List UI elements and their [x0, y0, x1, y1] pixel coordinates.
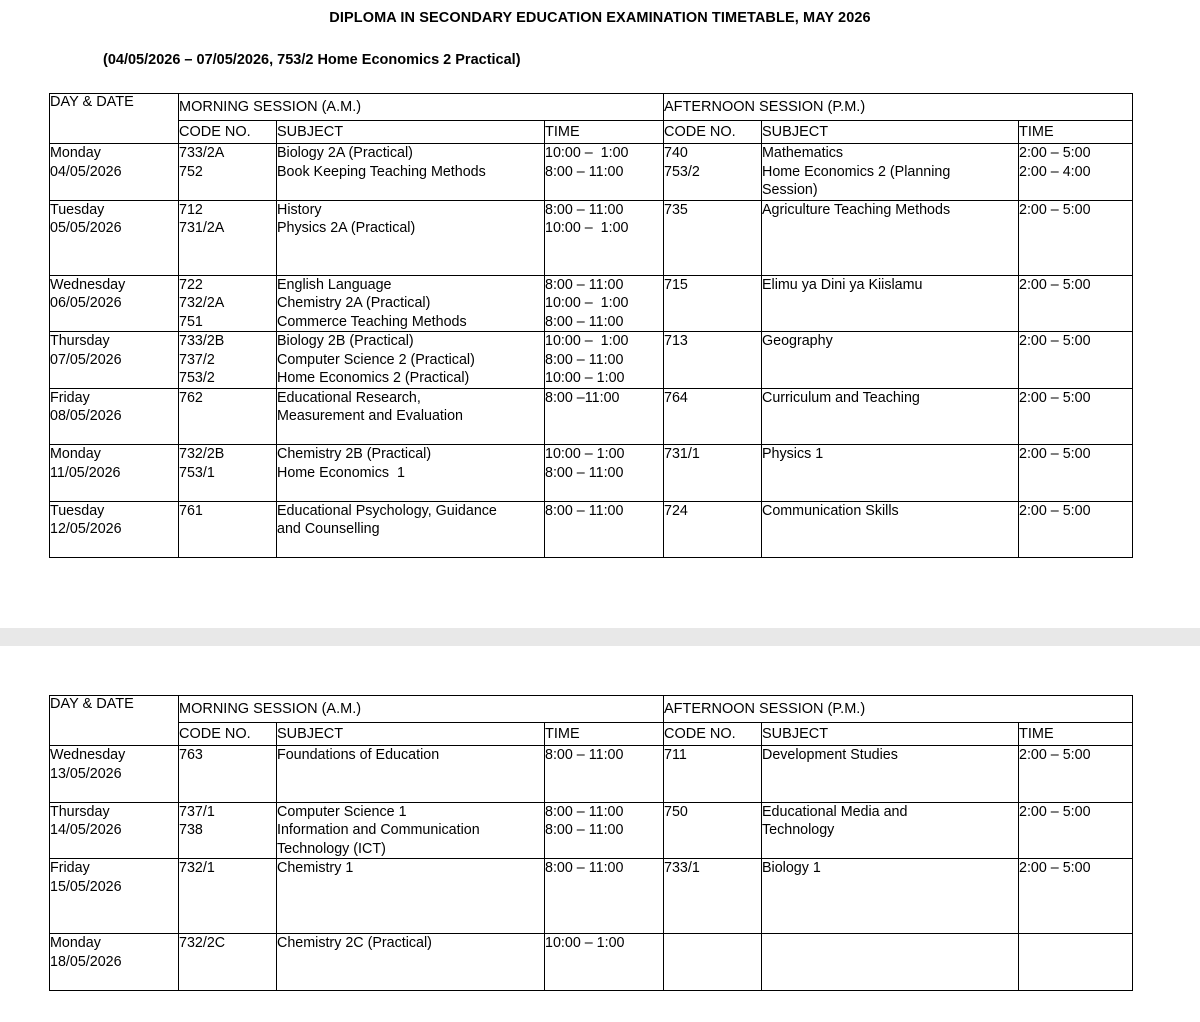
table-row	[50, 859, 1133, 934]
header-morning-subject: SUBJECT	[277, 723, 545, 746]
header-morning-time: TIME	[545, 723, 664, 746]
table-row	[50, 934, 1133, 991]
table-row	[50, 275, 1133, 332]
cell-afternoon-time: 2:00 – 5:00	[1019, 200, 1133, 275]
header-morning-session: MORNING SESSION (A.M.)	[179, 696, 664, 723]
table-row	[50, 445, 1133, 502]
cell-morning-code: 722 732/2A 751	[179, 275, 277, 332]
cell-morning-code: 712 731/2A	[179, 200, 277, 275]
cell-morning-code: 732/2C	[179, 934, 277, 991]
cell-afternoon-time	[1019, 934, 1133, 991]
cell-day-date: Monday 04/05/2026	[50, 144, 179, 201]
header-afternoon-code-no: CODE NO.	[664, 121, 762, 144]
header-row-columns	[50, 121, 1133, 144]
header-afternoon-session: AFTERNOON SESSION (P.M.)	[664, 94, 1133, 121]
header-afternoon-session: AFTERNOON SESSION (P.M.)	[664, 696, 1133, 723]
cell-day-date: Monday 18/05/2026	[50, 934, 179, 991]
cell-afternoon-code: 713	[664, 332, 762, 389]
cell-morning-code: 732/1	[179, 859, 277, 934]
cell-morning-subject: Foundations of Education	[277, 746, 545, 803]
table-body-part-1	[50, 144, 1133, 558]
cell-afternoon-code: 715	[664, 275, 762, 332]
table-row	[50, 388, 1133, 445]
cell-afternoon-code: 750	[664, 802, 762, 859]
header-row-columns	[50, 723, 1133, 746]
cell-morning-time: 10:00 – 1:00 8:00 – 11:00	[545, 445, 664, 502]
cell-afternoon-code: 735	[664, 200, 762, 275]
cell-morning-time: 8:00 – 11:00	[545, 859, 664, 934]
cell-morning-time: 10:00 – 1:00 8:00 – 11:00	[545, 144, 664, 201]
cell-afternoon-time: 2:00 – 5:00	[1019, 445, 1133, 502]
cell-morning-time: 10:00 – 1:00 8:00 – 11:00 10:00 – 1:00	[545, 332, 664, 389]
cell-morning-subject: Biology 2A (Practical) Book Keeping Teaching Methods	[277, 144, 545, 201]
table-row	[50, 144, 1133, 201]
cell-afternoon-code	[664, 934, 762, 991]
cell-morning-time: 8:00 –11:00	[545, 388, 664, 445]
cell-day-date: Tuesday 05/05/2026	[50, 200, 179, 275]
header-morning-code-no: CODE NO.	[179, 723, 277, 746]
cell-afternoon-subject: Communication Skills	[762, 501, 1019, 558]
cell-morning-code: 737/1 738	[179, 802, 277, 859]
cell-morning-code: 733/2A 752	[179, 144, 277, 201]
cell-morning-time: 10:00 – 1:00	[545, 934, 664, 991]
cell-afternoon-subject: Mathematics Home Economics 2 (Planning Session)	[762, 144, 1019, 201]
cell-day-date: Thursday 07/05/2026	[50, 332, 179, 389]
cell-afternoon-code: 733/1	[664, 859, 762, 934]
header-afternoon-code-no: CODE NO.	[664, 723, 762, 746]
cell-afternoon-code: 731/1	[664, 445, 762, 502]
table-row	[50, 332, 1133, 389]
cell-day-date: Friday 08/05/2026	[50, 388, 179, 445]
cell-afternoon-subject: Agriculture Teaching Methods	[762, 200, 1019, 275]
header-afternoon-subject: SUBJECT	[762, 723, 1019, 746]
cell-day-date: Wednesday 13/05/2026	[50, 746, 179, 803]
cell-morning-subject: English Language Chemistry 2A (Practical) Commerce Teaching Methods	[277, 275, 545, 332]
cell-afternoon-code: 724	[664, 501, 762, 558]
cell-afternoon-subject: Elimu ya Dini ya Kiislamu	[762, 275, 1019, 332]
cell-day-date: Tuesday 12/05/2026	[50, 501, 179, 558]
table-row	[50, 200, 1133, 275]
page-subtitle: (04/05/2026 – 07/05/2026, 753/2 Home Economics 2 Practical)	[103, 52, 521, 68]
cell-afternoon-subject: Development Studies	[762, 746, 1019, 803]
header-morning-subject: SUBJECT	[277, 121, 545, 144]
cell-morning-time: 8:00 – 11:00 10:00 – 1:00 8:00 – 11:00	[545, 275, 664, 332]
header-row-sessions	[50, 94, 1133, 121]
cell-afternoon-time: 2:00 – 5:00	[1019, 332, 1133, 389]
cell-afternoon-time: 2:00 – 5:00 2:00 – 4:00	[1019, 144, 1133, 201]
cell-afternoon-time: 2:00 – 5:00	[1019, 746, 1133, 803]
header-day-date: DAY & DATE	[50, 696, 179, 746]
cell-morning-code: 761	[179, 501, 277, 558]
table-header	[50, 94, 1133, 144]
cell-afternoon-time: 2:00 – 5:00	[1019, 802, 1133, 859]
cell-morning-time: 8:00 – 11:00	[545, 501, 664, 558]
cell-morning-subject: History Physics 2A (Practical)	[277, 200, 545, 275]
cell-morning-subject: Educational Psychology, Guidance and Counselling	[277, 501, 545, 558]
table-header	[50, 696, 1133, 746]
table-body-part-2	[50, 746, 1133, 991]
cell-day-date: Wednesday 06/05/2026	[50, 275, 179, 332]
cell-day-date: Thursday 14/05/2026	[50, 802, 179, 859]
header-afternoon-subject: SUBJECT	[762, 121, 1019, 144]
header-morning-code-no: CODE NO.	[179, 121, 277, 144]
header-morning-time: TIME	[545, 121, 664, 144]
cell-afternoon-time: 2:00 – 5:00	[1019, 859, 1133, 934]
cell-afternoon-subject: Educational Media and Technology	[762, 802, 1019, 859]
cell-morning-time: 8:00 – 11:00	[545, 746, 664, 803]
cell-morning-subject: Educational Research, Measurement and Evaluation	[277, 388, 545, 445]
cell-afternoon-time: 2:00 – 5:00	[1019, 501, 1133, 558]
cell-morning-subject: Biology 2B (Practical) Computer Science 2 (Practical) Home Economics 2 (Practical)	[277, 332, 545, 389]
cell-afternoon-code: 740 753/2	[664, 144, 762, 201]
cell-afternoon-code: 764	[664, 388, 762, 445]
cell-morning-code: 762	[179, 388, 277, 445]
header-day-date: DAY & DATE	[50, 94, 179, 144]
exam-timetable-part-2	[49, 695, 1133, 991]
cell-afternoon-time: 2:00 – 5:00	[1019, 388, 1133, 445]
cell-morning-code: 763	[179, 746, 277, 803]
cell-day-date: Friday 15/05/2026	[50, 859, 179, 934]
cell-afternoon-subject: Geography	[762, 332, 1019, 389]
cell-afternoon-subject	[762, 934, 1019, 991]
table-row	[50, 501, 1133, 558]
cell-morning-code: 732/2B 753/1	[179, 445, 277, 502]
cell-morning-time: 8:00 – 11:00 8:00 – 11:00	[545, 802, 664, 859]
header-morning-session: MORNING SESSION (A.M.)	[179, 94, 664, 121]
cell-morning-subject: Chemistry 2B (Practical) Home Economics 1	[277, 445, 545, 502]
table-row	[50, 802, 1133, 859]
header-row-sessions	[50, 696, 1133, 723]
page-title: DIPLOMA IN SECONDARY EDUCATION EXAMINATION TIMETABLE, MAY 2026	[329, 10, 871, 26]
table-row	[50, 746, 1133, 803]
cell-afternoon-subject: Curriculum and Teaching	[762, 388, 1019, 445]
cell-morning-code: 733/2B 737/2 753/2	[179, 332, 277, 389]
cell-afternoon-subject: Physics 1	[762, 445, 1019, 502]
page-break-divider	[0, 628, 1200, 646]
cell-afternoon-time: 2:00 – 5:00	[1019, 275, 1133, 332]
cell-morning-time: 8:00 – 11:00 10:00 – 1:00	[545, 200, 664, 275]
cell-morning-subject: Chemistry 1	[277, 859, 545, 934]
cell-day-date: Monday 11/05/2026	[50, 445, 179, 502]
cell-morning-subject: Computer Science 1 Information and Communication Technology (ICT)	[277, 802, 545, 859]
header-afternoon-time: TIME	[1019, 121, 1133, 144]
exam-timetable-part-1	[49, 93, 1133, 558]
cell-afternoon-code: 711	[664, 746, 762, 803]
cell-morning-subject: Chemistry 2C (Practical)	[277, 934, 545, 991]
header-afternoon-time: TIME	[1019, 723, 1133, 746]
cell-afternoon-subject: Biology 1	[762, 859, 1019, 934]
